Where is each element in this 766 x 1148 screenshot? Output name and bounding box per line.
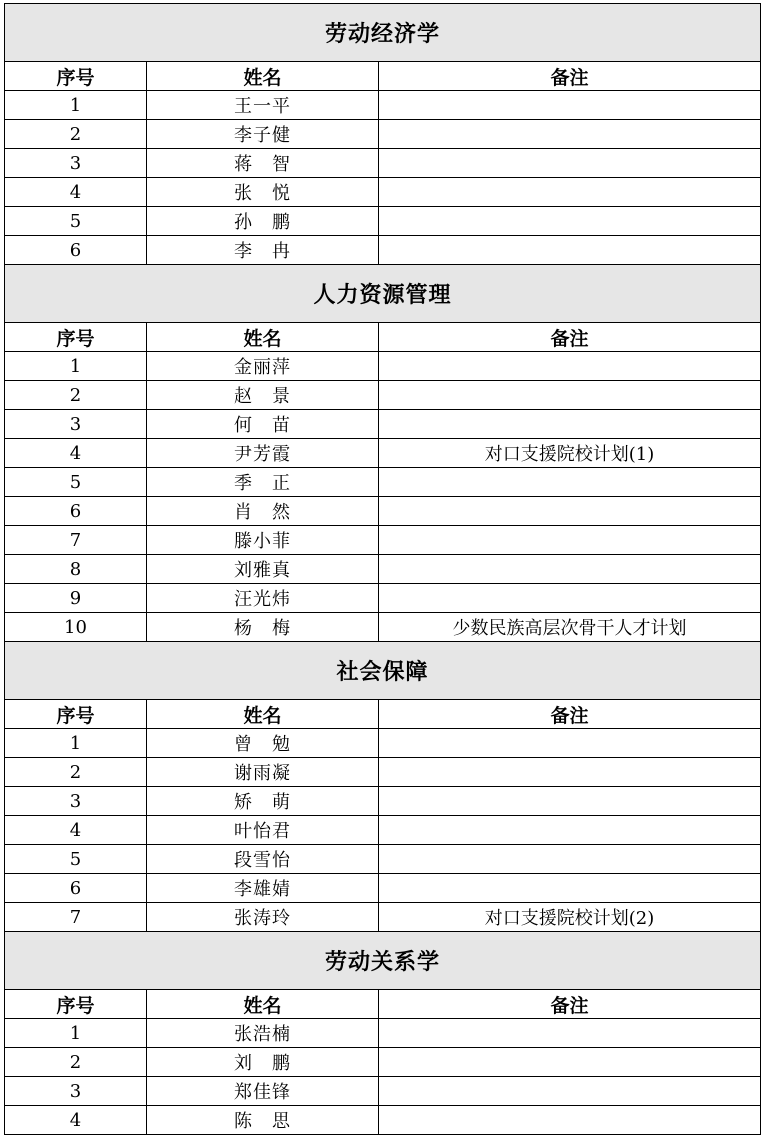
table-row (5, 1048, 761, 1077)
column-header-row (5, 323, 761, 352)
table-row (5, 613, 761, 642)
section-title-row (5, 4, 761, 62)
index-cell: 2 (5, 120, 147, 149)
note-cell (379, 758, 761, 787)
note-cell (379, 178, 761, 207)
name-cell: 汪光炜 (147, 584, 379, 613)
note-cell (379, 468, 761, 497)
name-cell: 金丽萍 (147, 352, 379, 381)
note-cell (379, 816, 761, 845)
note-column-header: 备注 (379, 990, 761, 1019)
note-cell (379, 120, 761, 149)
note-cell (379, 207, 761, 236)
table-row (5, 758, 761, 787)
index-cell: 5 (5, 468, 147, 497)
column-header-row (5, 990, 761, 1019)
name-cell: 叶怡君 (147, 816, 379, 845)
table-row (5, 1106, 761, 1135)
note-cell (379, 91, 761, 120)
index-cell: 1 (5, 729, 147, 758)
index-cell: 3 (5, 410, 147, 439)
name-cell: 蒋 智 (147, 149, 379, 178)
section-title: 劳动关系学 (5, 932, 761, 990)
table-row (5, 729, 761, 758)
section-title-row (5, 265, 761, 323)
name-column-header: 姓名 (147, 62, 379, 91)
name-cell: 赵 景 (147, 381, 379, 410)
table-row (5, 410, 761, 439)
name-cell: 矫 萌 (147, 787, 379, 816)
name-cell: 陈 思 (147, 1106, 379, 1135)
section-title: 人力资源管理 (5, 265, 761, 323)
table-row (5, 178, 761, 207)
note-cell (379, 1019, 761, 1048)
name-cell: 李 冉 (147, 236, 379, 265)
name-cell: 郑佳锋 (147, 1077, 379, 1106)
table-row (5, 903, 761, 932)
name-cell: 张 悦 (147, 178, 379, 207)
name-column-header: 姓名 (147, 990, 379, 1019)
index-cell: 2 (5, 1048, 147, 1077)
name-cell: 段雪怡 (147, 845, 379, 874)
name-cell: 何 苗 (147, 410, 379, 439)
note-cell (379, 149, 761, 178)
section-title: 劳动经济学 (5, 4, 761, 62)
note-cell (379, 497, 761, 526)
table-row (5, 120, 761, 149)
note-cell (379, 1077, 761, 1106)
note-column-header: 备注 (379, 62, 761, 91)
roster-body (5, 4, 761, 1135)
note-cell (379, 1106, 761, 1135)
note-cell (379, 526, 761, 555)
table-row (5, 1077, 761, 1106)
table-row (5, 874, 761, 903)
roster-table (4, 3, 761, 1135)
note-cell: 对口支援院校计划(2) (379, 903, 761, 932)
index-cell: 3 (5, 149, 147, 178)
index-cell: 8 (5, 555, 147, 584)
index-column-header: 序号 (5, 700, 147, 729)
index-cell: 6 (5, 874, 147, 903)
index-cell: 4 (5, 178, 147, 207)
section-title: 社会保障 (5, 642, 761, 700)
name-cell: 谢雨凝 (147, 758, 379, 787)
note-column-header: 备注 (379, 700, 761, 729)
name-column-header: 姓名 (147, 323, 379, 352)
index-cell: 7 (5, 903, 147, 932)
note-cell (379, 352, 761, 381)
name-cell: 李雄婧 (147, 874, 379, 903)
table-row (5, 439, 761, 468)
note-cell (379, 874, 761, 903)
note-cell (379, 584, 761, 613)
index-column-header: 序号 (5, 62, 147, 91)
table-row (5, 816, 761, 845)
index-cell: 4 (5, 1106, 147, 1135)
index-cell: 5 (5, 207, 147, 236)
note-cell (379, 555, 761, 584)
index-cell: 2 (5, 381, 147, 410)
table-row (5, 845, 761, 874)
table-row (5, 381, 761, 410)
index-cell: 6 (5, 497, 147, 526)
name-cell: 曾 勉 (147, 729, 379, 758)
note-cell (379, 787, 761, 816)
name-cell: 张浩楠 (147, 1019, 379, 1048)
table-row (5, 787, 761, 816)
name-cell: 滕小菲 (147, 526, 379, 555)
index-cell: 4 (5, 816, 147, 845)
note-cell (379, 410, 761, 439)
note-cell: 对口支援院校计划(1) (379, 439, 761, 468)
index-cell: 1 (5, 352, 147, 381)
name-cell: 肖 然 (147, 497, 379, 526)
column-header-row (5, 62, 761, 91)
table-row (5, 1019, 761, 1048)
index-cell: 9 (5, 584, 147, 613)
table-row (5, 468, 761, 497)
index-cell: 5 (5, 845, 147, 874)
name-cell: 张涛玲 (147, 903, 379, 932)
index-cell: 1 (5, 1019, 147, 1048)
name-cell: 杨 梅 (147, 613, 379, 642)
index-cell: 3 (5, 1077, 147, 1106)
index-cell: 2 (5, 758, 147, 787)
note-cell (379, 729, 761, 758)
index-cell: 1 (5, 91, 147, 120)
index-cell: 6 (5, 236, 147, 265)
table-row (5, 497, 761, 526)
note-cell (379, 845, 761, 874)
table-row (5, 526, 761, 555)
index-cell: 7 (5, 526, 147, 555)
table-row (5, 149, 761, 178)
table-row (5, 584, 761, 613)
table-row (5, 236, 761, 265)
name-cell: 孙 鹏 (147, 207, 379, 236)
column-header-row (5, 700, 761, 729)
index-column-header: 序号 (5, 990, 147, 1019)
table-row (5, 555, 761, 584)
name-cell: 刘雅真 (147, 555, 379, 584)
section-title-row (5, 932, 761, 990)
index-cell: 4 (5, 439, 147, 468)
index-column-header: 序号 (5, 323, 147, 352)
name-cell: 李子健 (147, 120, 379, 149)
index-cell: 3 (5, 787, 147, 816)
section-title-row (5, 642, 761, 700)
name-cell: 尹芳霞 (147, 439, 379, 468)
table-row (5, 207, 761, 236)
table-row (5, 352, 761, 381)
note-cell (379, 1048, 761, 1077)
note-cell (379, 236, 761, 265)
name-column-header: 姓名 (147, 700, 379, 729)
note-cell (379, 381, 761, 410)
name-cell: 王一平 (147, 91, 379, 120)
table-row (5, 91, 761, 120)
name-cell: 刘 鹏 (147, 1048, 379, 1077)
note-column-header: 备注 (379, 323, 761, 352)
name-cell: 季 正 (147, 468, 379, 497)
note-cell: 少数民族高层次骨干人才计划 (379, 613, 761, 642)
index-cell: 10 (5, 613, 147, 642)
